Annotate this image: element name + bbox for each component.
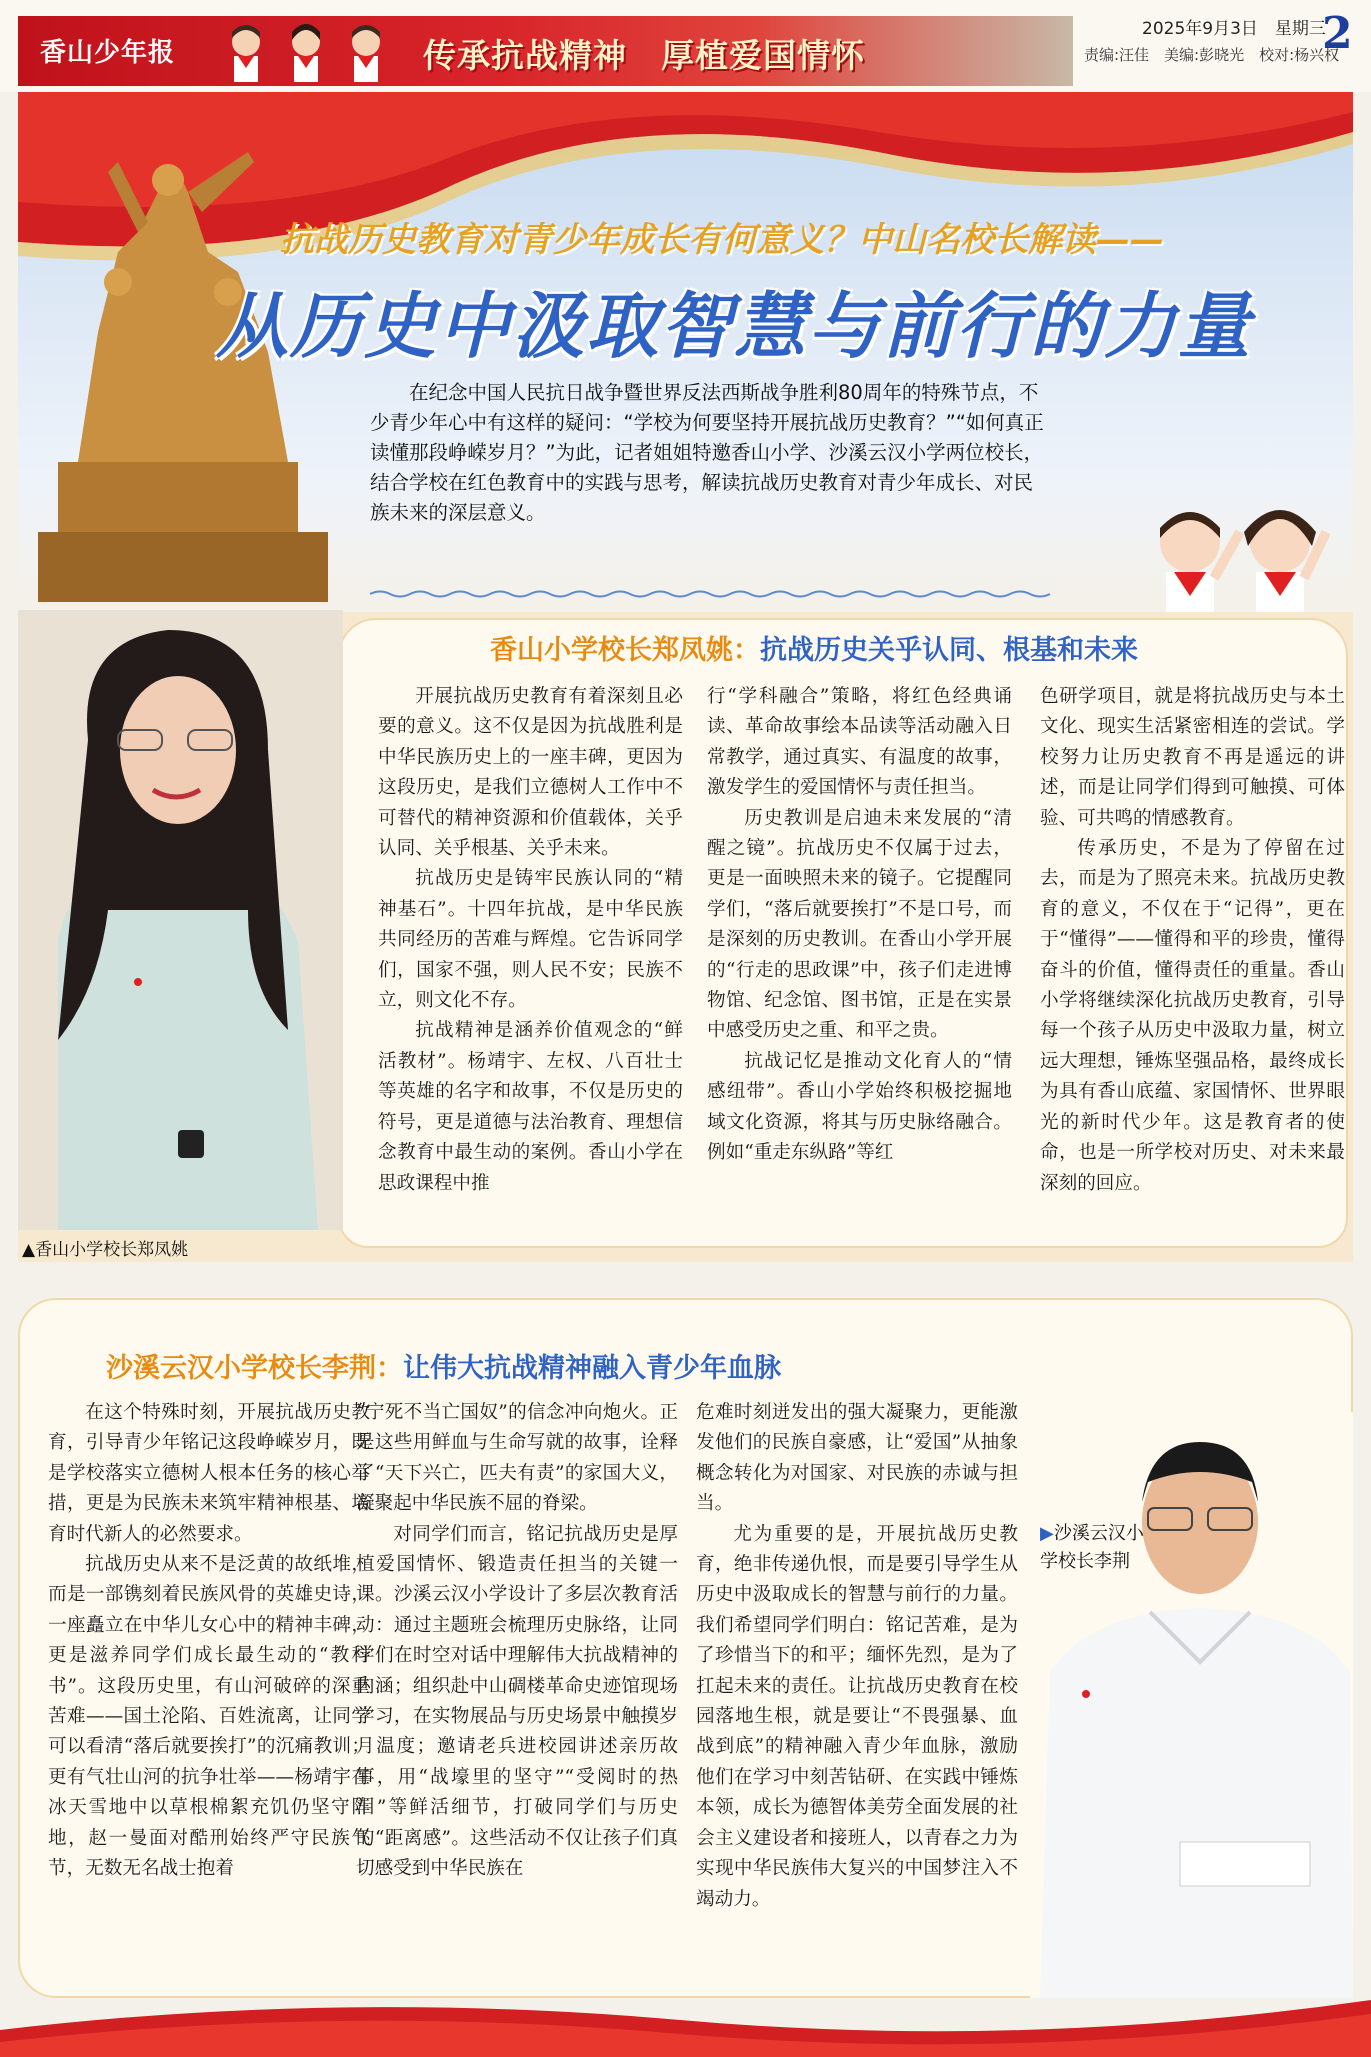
section2-column-2 bbox=[356, 1398, 678, 1885]
section2-column-1 bbox=[48, 1398, 370, 1885]
photo-caption-li bbox=[1040, 1520, 1160, 1576]
paragraph: 开展抗战历史教育有着深刻且必要的意义。这不仅是因为抗战胜利是中华民族历史上的一座丰碑，更因为这段历史，是我们立德树人工作中不可替代的精神资源和价值载体，关乎认同、关乎根基、关乎未来。 bbox=[378, 686, 683, 860]
section1-title-name: 香山小学校长郑凤姚： bbox=[490, 635, 760, 666]
paragraph: “宁死不当亡国奴”的信念冲向炮火。正是这些用鲜血与生命写就的故事，诠释了“天下兴亡，匹夫有责”的家国大义，凝聚起中华民族不屈的脊梁。 bbox=[356, 1402, 678, 1515]
wave-divider bbox=[370, 589, 1050, 599]
photo-caption-text: 沙溪云汉小学校长李荆 bbox=[1040, 1523, 1144, 1572]
paragraph: 尤为重要的是，开展抗战历史教育，绝非传递仇恨，而是要引导学生从历史中汲取成长的智慧与前行的力量。我们希望同学们明白：铭记苦难，是为了珍惜当下的和平；缅怀先烈，是为了扛起未来的责任。让抗战历史教育在校园落地生根，就是要让“不畏强暴、血战到底”的精神融入青少年血脉，激励他们在学习中刻苦钻研、在实践中锤炼本领，成长为德智体美劳全面发展的社会主义建设者和接班人，以青春之力为实现中华民族伟大复兴的中国梦注入不竭动力。 bbox=[696, 1523, 1018, 1910]
paragraph: 对同学们而言，铭记抗战历史是厚植爱国情怀、锻造责任担当的关键一课。沙溪云汉小学设计了多层次教育活动：通过主题班会梳理历史脉络，让同学们在时空对话中理解伟大抗战精神的内涵；组织赴中山碉楼革命史迹馆现场学习，在实物展品与历史场景中触摸岁月温度；邀请老兵进校园讲述亲历故事，用“战壕里的坚守”“受阅时的热泪”等鲜活细节，打破同学们与历史的“距离感”。这些活动不仅让孩子们真切感受到中华民族在 bbox=[356, 1523, 678, 1880]
paragraph: 在这个特殊时刻，开展抗战历史教育，引导青少年铭记这段峥嵘岁月，既是学校落实立德树人根本任务的核心举措，更是为民族未来筑牢精神根基、培育时代新人的必然要求。 bbox=[48, 1402, 370, 1545]
paragraph: 抗战历史是铸牢民族认同的“精神基石”。十四年抗战，是中华民族共同经历的苦难与辉煌。它告诉同学们，国家不强，则人民不安；民族不立，则文化不存。 bbox=[378, 868, 683, 1012]
section1-column-3 bbox=[1040, 682, 1345, 1199]
principal-zheng-photo bbox=[18, 610, 343, 1230]
main-headline: 从历史中汲取智慧与前行的力量 bbox=[216, 284, 1253, 368]
principal-li-photo bbox=[1030, 1412, 1353, 1998]
section1-title bbox=[490, 628, 1138, 667]
paragraph: 行“学科融合”策略，将红色经典诵读、革命故事绘本品读等活动融入日常教学，通过真实、有温度的故事，激发学生的爱国情怀与责任担当。 bbox=[707, 686, 1012, 799]
paragraph: 色研学项目，就是将抗战历史与本土文化、现实生活紧密相连的尝试。学校努力让历史教育不再是遥远的讲述，而是让同学们得到可触摸、可体验、可共鸣的情感教育。 bbox=[1040, 686, 1345, 829]
masthead bbox=[0, 0, 1371, 92]
editor-credits: 责编:汪佳 美编:彭晓光 校对:杨兴权 bbox=[1084, 46, 1340, 64]
hero-banner bbox=[18, 92, 1353, 602]
pioneer-kids-illustration bbox=[216, 18, 396, 84]
caption-pointer-icon: ▶ bbox=[1040, 1523, 1054, 1544]
brand-banner bbox=[18, 16, 1073, 86]
page-slogan: 传承抗战精神 厚植爱国情怀 bbox=[423, 36, 865, 75]
section2-column-3 bbox=[696, 1398, 1018, 1915]
section1-title-subject: 抗战历史关乎认同、根基和未来 bbox=[760, 635, 1138, 666]
section1-column-2 bbox=[707, 682, 1012, 1169]
footer-flag-decoration bbox=[0, 1990, 1371, 2057]
lead-paragraph: 在纪念中国人民抗日战争暨世界反法西斯战争胜利80周年的特殊节点，不少青少年心中有这样的疑问：“学校为何要坚持开展抗战历史教育？”“如何真正读懂那段峥嵘岁月？”为此，记者姐姐特邀香山小学、沙溪云汉小学两位校长，结合学校在红色教育中的实践与思考，解读抗战历史教育对青少年成长、对民族未来的深层意义。 bbox=[370, 381, 1044, 524]
paragraph: 危难时刻迸发出的强大凝聚力，更能激发他们的民族自豪感，让“爱国”从抽象概念转化为对国家、对民族的赤诚与担当。 bbox=[696, 1402, 1018, 1515]
section2-title bbox=[106, 1346, 781, 1385]
photo-caption-zheng: ▲香山小学校长郑凤姚 bbox=[22, 1240, 189, 1260]
paragraph: 抗战历史从来不是泛黄的故纸堆，而是一部镌刻着民族风骨的英雄史诗，一座矗立在中华儿女心中的精神丰碑，更是滋养同学们成长最生动的“教科书”。这段历史里，有山河破碎的深重苦难——国土沦陷、百姓流离，让同学可以看清“落后就要挨打”的沉痛教训；更有气壮山河的抗争壮举——杨靖宇在冰天雪地中以草根棉絮充饥仍坚守阵地，赵一曼面对酷刑始终严守民族气节，无数无名战士抱着 bbox=[48, 1554, 370, 1880]
section2-title-subject: 让伟大抗战精神融入青少年血脉 bbox=[403, 1353, 781, 1384]
page-number: 2 bbox=[1322, 8, 1353, 59]
paragraph: 抗战记忆是推动文化育人的“情感纽带”。香山小学始终积极挖掘地域文化资源，将其与历史脉络融合。例如“重走东纵路”等红 bbox=[707, 1050, 1012, 1164]
paragraph: 抗战精神是涵养价值观念的“鲜活教材”。杨靖宇、左权、八百壮士等英雄的名字和故事，不仅是历史的符号，更是道德与法治教育、理想信念教育中最生动的案例。香山小学在思政课程中推 bbox=[378, 1020, 683, 1194]
section2-title-name: 沙溪云汉小学校长李荆： bbox=[106, 1353, 403, 1384]
newspaper-name: 香山少年报 bbox=[40, 38, 176, 68]
headline-kicker: 抗战历史教育对青少年成长有何意义？中山名校长解读—— bbox=[280, 220, 1164, 260]
paragraph: 历史教训是启迪未来发展的“清醒之镜”。抗战历史不仅属于过去，更是一面映照未来的镜子。它提醒同学们，“落后就要挨打”不是口号，而是深刻的历史教训。在香山小学开展的“行走的思政课”中，孩子们走进博物馆、纪念馆、图书馆，正是在实景中感受历史之重、和平之贵。 bbox=[707, 807, 1012, 1042]
section1-column-1 bbox=[378, 682, 683, 1199]
issue-date: 2025年9月3日 星期三 bbox=[1142, 19, 1326, 39]
paragraph: 传承历史，不是为了停留在过去，而是为了照亮未来。抗战历史教育的意义，不仅在于“记得”，更在于“懂得”——懂得和平的珍贵，懂得奋斗的价值，懂得责任的重量。香山小学将继续深化抗战历史教育，引导每一个孩子从历史中汲取力量，树立远大理想，锤炼坚强品格，最终成长为具有香山底蕴、家国情怀、世界眼光的新时代少年。这是教育者的使命，也是一所学校对历史、对未来最深刻的回应。 bbox=[1040, 838, 1345, 1194]
